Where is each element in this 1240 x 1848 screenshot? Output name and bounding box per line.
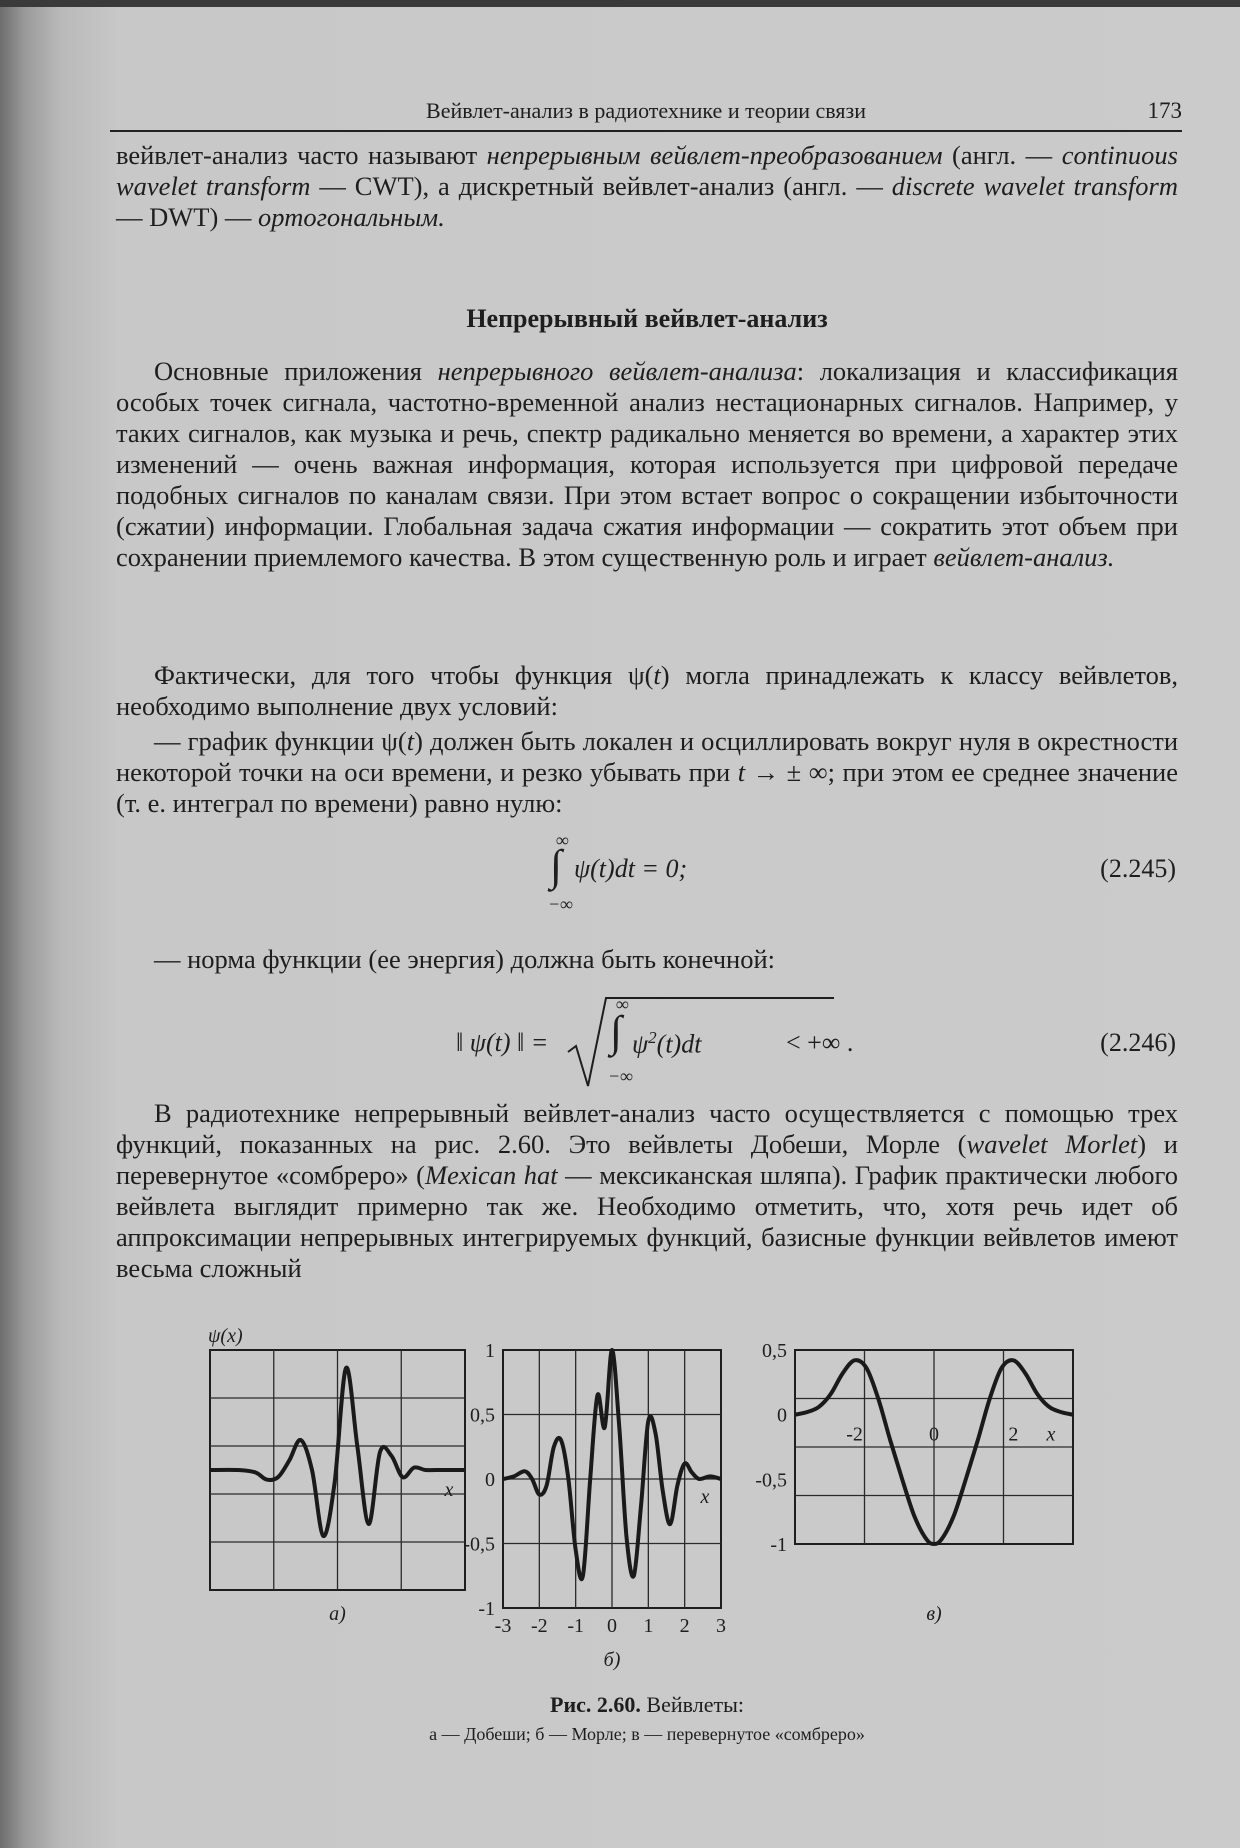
x-tick-label: -1 bbox=[567, 1615, 585, 1637]
x-tick-label: -3 bbox=[494, 1615, 512, 1637]
integral-sign: ∫ bbox=[610, 1007, 623, 1056]
equation-number: (2.246) bbox=[1100, 1028, 1176, 1057]
text-run: (англ. — bbox=[942, 140, 1062, 170]
text-run: — график функции ψ( bbox=[154, 726, 407, 756]
text-run: — CWT), а дискретный вейвлет-анализ (англ. — bbox=[310, 171, 892, 201]
y-tick-label: -0,5 bbox=[463, 1533, 495, 1556]
y-axis-label: ψ(x) bbox=[208, 1325, 243, 1347]
text-run: → ± ∞; при этом ее среднее значение (т. е. интеграл по времени) равно нулю: bbox=[116, 757, 1178, 818]
italic-run: Mexican hat bbox=[425, 1160, 558, 1190]
equation-body: ψ(t)dt = 0; bbox=[574, 854, 688, 883]
section-heading: Непрерывный вейвлет-анализ bbox=[466, 304, 828, 333]
plot-frame bbox=[503, 1350, 721, 1608]
norm-lhs: ‖ ψ(t) ‖ = bbox=[456, 1028, 549, 1057]
x-tick-label: 2 bbox=[679, 1615, 690, 1637]
paragraph-intro bbox=[116, 140, 1178, 233]
y-tick-label: -1 bbox=[478, 1598, 495, 1620]
x-tick-label: 2 bbox=[1008, 1423, 1019, 1446]
italic-run: t bbox=[406, 726, 415, 756]
caption-title: Вейвлеты: bbox=[640, 1692, 744, 1717]
y-tick-label: 1 bbox=[485, 1340, 495, 1362]
paragraph-condition-1 bbox=[116, 726, 1178, 819]
integrand-rest: (t)dt bbox=[656, 1029, 702, 1059]
x-tick-label: 0 bbox=[929, 1423, 939, 1446]
wavelet-curve bbox=[795, 1360, 1073, 1544]
plot-frame bbox=[795, 1350, 1073, 1544]
paragraph-conditions bbox=[116, 660, 1178, 722]
integral-upper-limit: ∞ bbox=[616, 994, 629, 1014]
scan-border bbox=[0, 0, 1240, 7]
panel-label: б) bbox=[603, 1649, 621, 1671]
paragraph-wavelets bbox=[116, 1098, 1178, 1284]
italic-run: вейвлет-анализ. bbox=[933, 542, 1115, 572]
wavelet-curve bbox=[503, 1350, 721, 1579]
text-run: — DWT) — bbox=[116, 202, 259, 232]
integral-lower-limit: −∞ bbox=[608, 1066, 633, 1086]
italic-run: t bbox=[737, 757, 746, 787]
text-run: Основные приложения bbox=[154, 356, 438, 386]
integral-upper-limit: ∞ bbox=[556, 830, 569, 850]
text-run: В радиотехнике непрерывный вейвлет-анализ часто осуществляется с помощью трех функций, показанных на рис. 2.60. Это вейвлеты Добеши, Морле ( bbox=[116, 1098, 1178, 1159]
exponent: 2 bbox=[648, 1028, 657, 1047]
caption-label: Рис. 2.60. bbox=[550, 1692, 641, 1717]
y-tick-label: 0,5 bbox=[762, 1340, 787, 1362]
italic-run: discrete wavelet transform bbox=[891, 171, 1178, 201]
figure-caption bbox=[116, 1692, 1178, 1718]
text-run: Фактически, для того чтобы функция ψ( bbox=[154, 660, 654, 690]
text-run: вейвлет-анализ часто называют bbox=[116, 140, 487, 170]
y-tick-label: -1 bbox=[770, 1534, 787, 1556]
integrand bbox=[632, 1028, 701, 1060]
figure-caption-sub: а — Добеши; б — Морле; в — перевернутое «сомбреро» bbox=[429, 1724, 865, 1744]
page-number: 173 bbox=[1147, 98, 1182, 123]
wavelet-curve bbox=[210, 1368, 465, 1537]
x-tick-label: 3 bbox=[716, 1615, 726, 1637]
text-run: : локализация и классификация особых точек сигнала, частотно-временной анализ нестационарных сигналов. Например, у таких сигналов, как музыка и речь, спектр радикально меняется во времени, а характер этих изменений — очень важная информация, которая используется при цифровой передаче подобных сигналов по каналам связи. При этом встает вопрос о сокращении избыточности (сжатии) информации. Глобальная задача сжатия информации — сократить этот объем при сохранении приемлемого качества. В этом существенную роль и играет bbox=[116, 356, 1178, 572]
italic-run: непрерывного вейвлет-анализа bbox=[437, 356, 797, 386]
y-tick-label: 0 bbox=[485, 1469, 495, 1491]
paragraph-applications bbox=[116, 356, 1178, 573]
x-tick-label: -2 bbox=[846, 1423, 863, 1446]
x-axis-label: x bbox=[1046, 1423, 1056, 1446]
text-run: — норма функции (ее энергия) должна быть конечной: bbox=[154, 944, 776, 974]
panel-label: а) bbox=[329, 1603, 346, 1625]
y-tick-label: 0,5 bbox=[470, 1404, 495, 1427]
integral-sign: ∫ bbox=[550, 841, 563, 890]
y-tick-label: 0 bbox=[777, 1404, 787, 1427]
equation-number: (2.245) bbox=[1100, 854, 1176, 883]
text-run: ) и перевернутое «сомбреро» ( bbox=[116, 1129, 1178, 1190]
running-title: Вейвлет-анализ в радиотехнике и теории связи bbox=[426, 98, 866, 123]
italic-run: непрерывным вейвлет-преобразованием bbox=[486, 140, 943, 170]
psi-symbol: ψ bbox=[632, 1029, 649, 1059]
italic-run: continuous wavelet transform bbox=[116, 140, 1178, 201]
equation-2-246 bbox=[116, 990, 1178, 1090]
x-axis-label: x bbox=[700, 1486, 710, 1508]
italic-run: wavelet Morlet bbox=[966, 1129, 1138, 1159]
text-run: ) могла принадлежать к классу вейвлетов, необходимо выполнение двух условий: bbox=[116, 660, 1178, 721]
norm-rhs: < +∞ . bbox=[786, 1028, 854, 1057]
paragraph-condition-2 bbox=[116, 944, 1178, 975]
italic-run: t bbox=[653, 660, 661, 690]
x-tick-label: 0 bbox=[607, 1615, 617, 1637]
x-tick-label: -2 bbox=[530, 1615, 548, 1637]
integral-lower-limit: −∞ bbox=[548, 894, 573, 914]
x-axis-label: x bbox=[444, 1479, 454, 1501]
panel-label: в) bbox=[926, 1603, 942, 1625]
italic-run: ортогональным. bbox=[258, 202, 445, 232]
running-header bbox=[110, 96, 1182, 132]
text-run: — мексиканская шляпа). График практически любого вейвлета выглядит примерно так же. Необходимо отметить, что, хотя речь идет об аппроксимации непрерывных интегрируемых функций, базисные функции вейвлетов имеют весьма сложный bbox=[116, 1160, 1178, 1283]
equation-2-245 bbox=[116, 830, 1178, 916]
text-run: ) должен быть локален и осциллировать вокруг нуля в окрестности некоторой точки на оси времени, и резко убывать при bbox=[116, 726, 1179, 787]
x-tick-label: 1 bbox=[643, 1615, 654, 1637]
y-tick-label: -0,5 bbox=[755, 1469, 787, 1492]
plot-frame bbox=[210, 1350, 465, 1590]
